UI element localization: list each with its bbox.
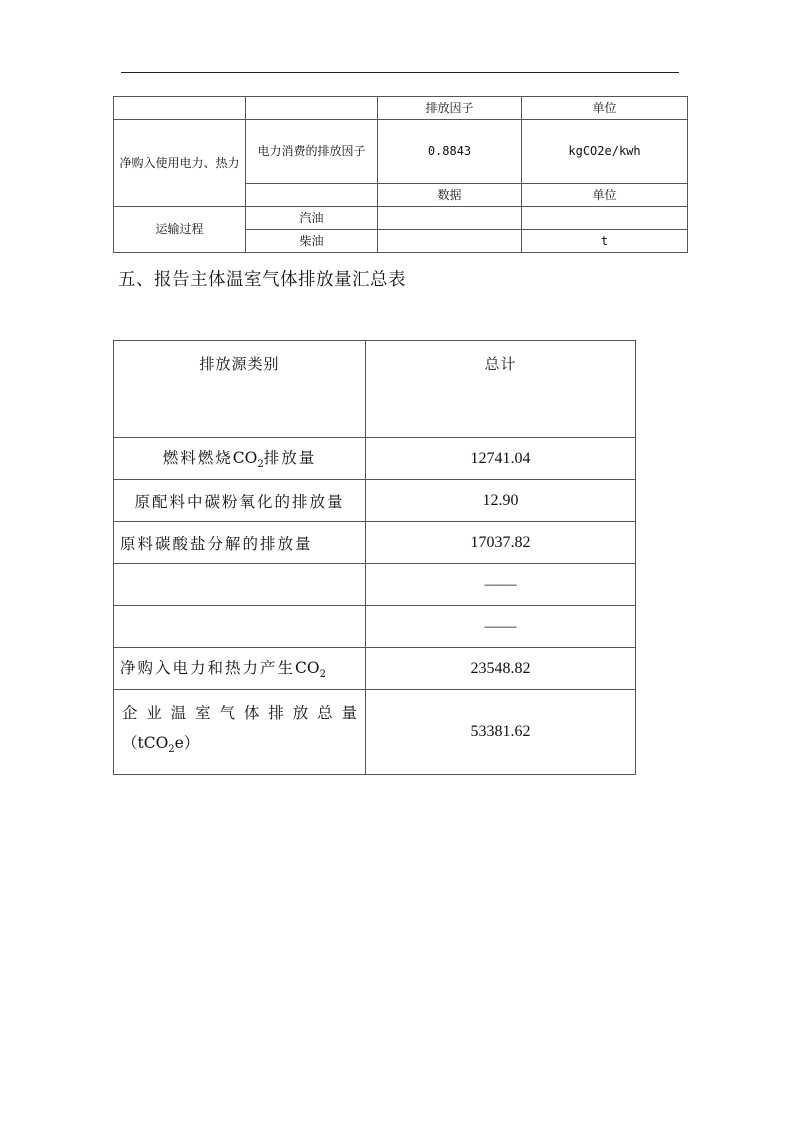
electricity-factor: 0.8843 bbox=[378, 120, 522, 184]
category-header: 排放源类别 bbox=[114, 341, 366, 438]
transport-unit: t bbox=[522, 230, 688, 253]
chem-formula: CO bbox=[295, 659, 320, 678]
chem-formula: CO bbox=[232, 449, 258, 468]
row-value: 12.90 bbox=[366, 480, 636, 522]
data-header: 数据 bbox=[378, 184, 522, 207]
factor-header: 排放因子 bbox=[378, 97, 522, 120]
table-row bbox=[114, 120, 688, 184]
row-label: 原配料中碳粉氧化的排放量 bbox=[114, 480, 366, 522]
chem-subscript: 2 bbox=[319, 669, 326, 681]
table-row bbox=[114, 480, 636, 522]
total-label-line2 bbox=[122, 728, 357, 765]
total-row bbox=[114, 690, 636, 775]
emission-factor-table bbox=[113, 96, 688, 253]
chem-subscript: 2 bbox=[168, 744, 175, 756]
table-cell bbox=[246, 184, 378, 207]
table-cell bbox=[246, 97, 378, 120]
unit-text: （tCO bbox=[122, 734, 169, 753]
unit-header: 单位 bbox=[522, 97, 688, 120]
label-text: 燃料燃烧 bbox=[162, 449, 233, 468]
section-heading: 五、报告主体温室气体排放量汇总表 bbox=[118, 270, 406, 290]
row-label bbox=[114, 606, 366, 648]
transport-category: 运输过程 bbox=[114, 207, 246, 253]
table-row bbox=[114, 207, 688, 230]
row-label: 原料碳酸盐分解的排放量 bbox=[114, 522, 366, 564]
table-row bbox=[114, 606, 636, 648]
total-label-line1: 企业温室气体排放总量 bbox=[122, 704, 357, 723]
table-row bbox=[114, 438, 636, 480]
electricity-category: 净购入使用电力、热力 bbox=[114, 120, 246, 207]
transport-unit bbox=[522, 207, 688, 230]
table-row bbox=[114, 97, 688, 120]
row-value: 23548.82 bbox=[366, 648, 636, 690]
electricity-item: 电力消费的排放因子 bbox=[246, 120, 378, 184]
label-text: 净购入电力和热力产生 bbox=[120, 659, 296, 678]
unit-text: e） bbox=[174, 734, 200, 753]
table-row bbox=[114, 522, 636, 564]
header-rule bbox=[121, 72, 679, 73]
chem-subscript: 2 bbox=[257, 459, 264, 471]
row-value: 12741.04 bbox=[366, 438, 636, 480]
transport-data bbox=[378, 207, 522, 230]
row-label bbox=[114, 564, 366, 606]
row-value: —— bbox=[366, 564, 636, 606]
table-header-row bbox=[114, 341, 636, 438]
total-header: 总计 bbox=[366, 341, 636, 438]
total-value: 53381.62 bbox=[366, 690, 636, 775]
table-row bbox=[114, 648, 636, 690]
row-value: —— bbox=[366, 606, 636, 648]
row-label bbox=[114, 648, 366, 690]
transport-item: 汽油 bbox=[246, 207, 378, 230]
total-label bbox=[114, 690, 366, 775]
electricity-unit: kgCO2e/kwh bbox=[522, 120, 688, 184]
unit-header: 单位 bbox=[522, 184, 688, 207]
table-cell bbox=[114, 97, 246, 120]
row-value: 17037.82 bbox=[366, 522, 636, 564]
emission-summary-table bbox=[113, 340, 636, 775]
table-row bbox=[114, 564, 636, 606]
transport-data bbox=[378, 230, 522, 253]
transport-item: 柴油 bbox=[246, 230, 378, 253]
label-text: 排放量 bbox=[263, 449, 317, 468]
row-label bbox=[114, 438, 366, 480]
